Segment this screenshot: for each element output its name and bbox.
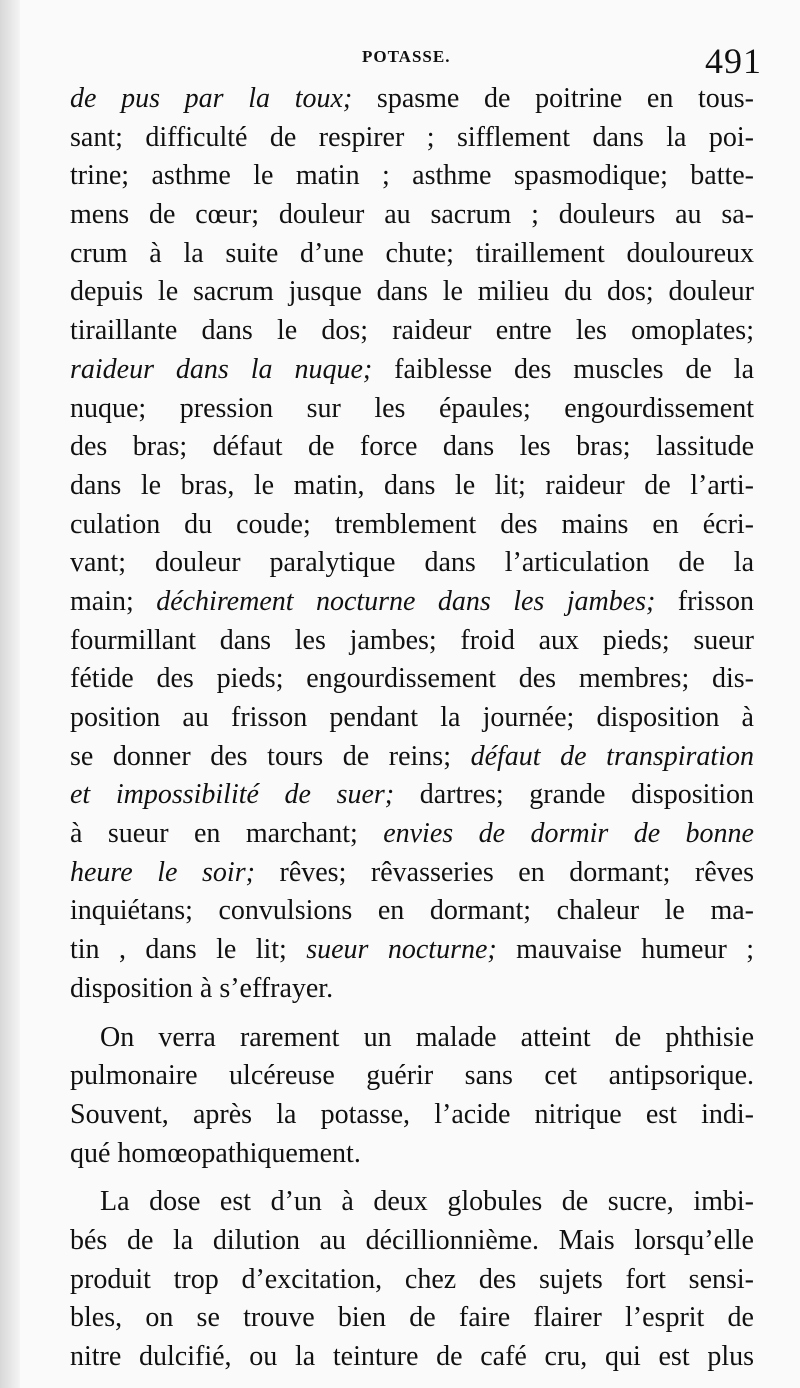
text-segment: mauvaise humeur ;: [496, 934, 754, 966]
text-line: [70, 351, 754, 390]
text-segment: des bras; défaut de force dans les bras; lassitude: [70, 431, 754, 463]
text-line: [70, 622, 754, 661]
text-segment: bés de la dilution au décillionnième. Mais lorsqu’elle: [70, 1224, 754, 1256]
text-line: [70, 1261, 754, 1300]
text-line: [70, 1183, 754, 1222]
paragraph: [70, 1183, 754, 1376]
text-segment: spasme de poitrine en tous-: [352, 83, 755, 114]
text-segment: On verra rarement un malade atteint de phthisie: [100, 1021, 754, 1053]
text-line: [70, 583, 754, 622]
text-segment: nuque; pression sur les épaules; engourdissement: [70, 392, 754, 424]
italic-text: déchirement nocturne dans les jambes;: [156, 585, 656, 617]
italic-text: et impossibilité de suer;: [70, 779, 395, 811]
text-line: [70, 1057, 754, 1096]
text-line: [70, 970, 754, 1009]
paragraph-gap: [70, 1173, 754, 1183]
text-segment: à sueur en marchant;: [70, 818, 384, 850]
text-segment: se donner des tours de reins;: [70, 740, 471, 772]
text-line: [70, 119, 754, 158]
text-line: [70, 815, 754, 854]
text-segment: crum à la suite d’une chute; tiraillement douloureux: [70, 237, 754, 269]
text-segment: qué homœopathiquement.: [70, 1137, 361, 1169]
text-segment: vant; douleur paralytique dans l’articulation de la: [70, 547, 754, 579]
text-segment: faiblesse des muscles de la: [372, 353, 754, 385]
text-segment: pulmonaire ulcéreuse guérir sans cet antipsorique.: [70, 1060, 754, 1092]
italic-text: raideur dans la nuque;: [70, 353, 373, 385]
text-segment: Souvent, après la potasse, l’acide nitrique est indi-: [70, 1098, 754, 1130]
text-line: [70, 892, 754, 931]
text-line: [70, 312, 754, 351]
text-line: [70, 1222, 754, 1261]
text-segment: frisson: [655, 585, 755, 617]
italic-text: défaut de transpiration: [470, 740, 754, 772]
italic-text: sueur nocturne;: [306, 934, 497, 966]
body-text: [70, 80, 754, 1377]
text-line: [70, 235, 754, 274]
text-segment: mens de cœur; douleur au sacrum ; douleurs au sa-: [70, 199, 754, 231]
text-segment: dans le bras, le matin, dans le lit; raideur de l’arti-: [70, 469, 754, 501]
text-segment: produit trop d’excitation, chez des sujets fort sensi-: [70, 1263, 754, 1295]
text-line: [70, 660, 754, 699]
text-segment: main;: [70, 585, 157, 617]
text-line: [70, 157, 754, 196]
text-line: [70, 854, 754, 893]
running-head-title: POTASSE.: [362, 47, 451, 66]
text-line: [70, 467, 754, 506]
text-segment: fourmillant dans les jambes; froid aux pieds; sueur: [70, 624, 754, 656]
text-line: [70, 273, 754, 312]
text-line: [70, 776, 754, 815]
text-segment: fétide des pieds; engourdissement des membres; dis-: [70, 663, 754, 695]
text-segment: dartres; grande disposition: [394, 779, 754, 811]
text-segment: tin , dans le lit;: [70, 934, 307, 966]
running-head: [0, 40, 800, 80]
text-line: [70, 931, 754, 970]
italic-text: envies de dormir de bonne: [383, 818, 754, 850]
text-segment: disposition à s’effrayer.: [70, 972, 334, 1004]
paragraph: [70, 80, 754, 1009]
text-line: [70, 699, 754, 738]
text-segment: sant; difficulté de respirer ; sifflement dans la poi-: [70, 121, 754, 153]
italic-text: heure le soir;: [70, 856, 255, 888]
text-line: [70, 390, 754, 429]
text-segment: position au frisson pendant la journée; disposition à: [70, 702, 754, 733]
text-segment: La dose est d’un à deux globules de sucre, imbi-: [100, 1186, 754, 1218]
text-line: [70, 1096, 754, 1135]
text-line: [70, 1299, 754, 1338]
italic-text: de pus par la toux;: [70, 83, 353, 114]
text-segment: inquiétans; convulsions en dormant; chaleur le ma-: [70, 895, 754, 927]
text-line: [70, 738, 754, 777]
text-line: [70, 544, 754, 583]
text-line: [70, 80, 754, 119]
page-number: 491: [705, 41, 762, 81]
text-segment: depuis le sacrum jusque dans le milieu du dos; douleur: [70, 276, 754, 308]
text-line: [70, 1019, 754, 1058]
text-line: [70, 506, 754, 545]
text-segment: bles, on se trouve bien de faire flairer l’esprit de: [70, 1302, 754, 1334]
text-line: [70, 1135, 754, 1174]
text-line: [70, 196, 754, 235]
text-segment: rêves; rêvasseries en dormant; rêves: [254, 856, 754, 888]
text-line: [70, 1338, 754, 1377]
paragraph: [70, 1019, 754, 1174]
text-segment: culation du coude; tremblement des mains en écri-: [70, 508, 754, 540]
text-segment: tiraillante dans le dos; raideur entre les omoplates;: [70, 315, 754, 347]
paragraph-gap: [70, 1009, 754, 1019]
text-segment: nitre dulcifié, ou la teinture de café cru, qui est plus: [70, 1341, 754, 1372]
page-edge-shadow: [0, 0, 20, 1388]
text-segment: trine; asthme le matin ; asthme spasmodique; batte-: [70, 160, 754, 192]
text-line: [70, 428, 754, 467]
